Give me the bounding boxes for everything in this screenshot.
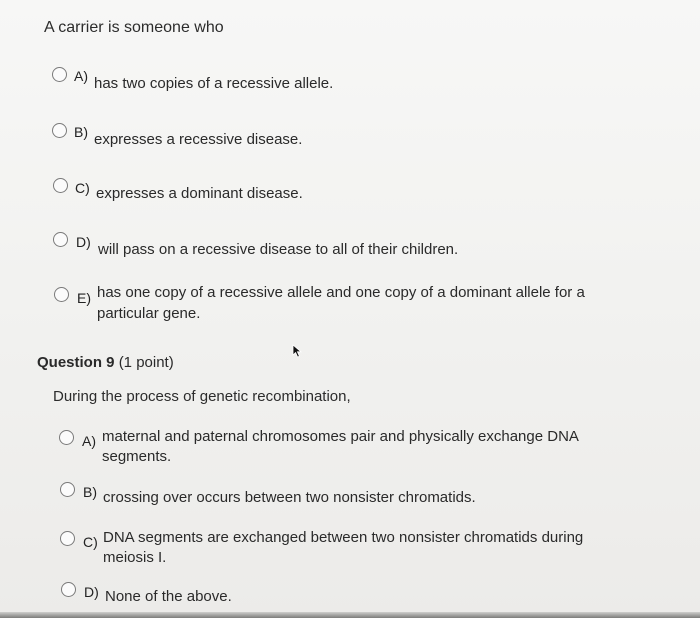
q8-option-e-letter: E) [77,290,91,306]
question-9-points: (1 point) [118,354,174,371]
q8-option-d-radio[interactable] [53,232,68,247]
question-9-stem: During the process of genetic recombination, [53,388,351,405]
question-8-stem: A carrier is someone who [44,19,224,36]
q8-option-b-radio[interactable] [52,123,67,138]
q9-option-c-text-line2[interactable]: meiosis I. [103,549,167,566]
q9-option-a-text-line1[interactable]: maternal and paternal chromosomes pair and physically exchange DNA [102,428,579,445]
q8-option-b-letter: B) [74,124,88,140]
q8-option-a-text[interactable]: has two copies of a recessive allele. [94,75,334,92]
q8-option-c-letter: C) [75,180,90,196]
q9-option-b-text[interactable]: crossing over occurs between two nonsister chromatids. [103,489,476,506]
q9-option-c-letter: C) [83,534,98,550]
question-9-heading [37,354,174,371]
q8-option-d-letter: D) [76,234,91,250]
q9-option-c-text-line1[interactable]: DNA segments are exchanged between two nonsister chromatids during [103,529,584,546]
q9-option-d-text[interactable]: None of the above. [105,588,232,605]
question-9-title: Question 9 [37,354,115,371]
q8-option-a-letter: A) [74,68,88,84]
q8-option-e-text-line2[interactable]: particular gene. [97,305,201,322]
mouse-cursor-icon [292,344,304,358]
q9-option-d-letter: D) [84,584,99,600]
q8-option-a-radio[interactable] [52,67,67,82]
q8-option-d-text[interactable]: will pass on a recessive disease to all of their children. [98,241,459,258]
q9-option-a-letter: A) [82,433,96,449]
q9-option-a-radio[interactable] [59,430,74,445]
q8-option-e-text-line1[interactable]: has one copy of a recessive allele and one copy of a dominant allele for a [97,284,585,301]
q9-option-c-radio[interactable] [60,531,75,546]
q8-option-b-text[interactable]: expresses a recessive disease. [94,131,303,148]
q9-option-d-radio[interactable] [61,582,76,597]
q8-option-c-text[interactable]: expresses a dominant disease. [96,185,303,202]
q8-option-e-radio[interactable] [54,287,69,302]
screen-bottom-edge [0,612,700,618]
q9-option-b-radio[interactable] [60,482,75,497]
q8-option-c-radio[interactable] [53,178,68,193]
q9-option-a-text-line2[interactable]: segments. [102,448,172,465]
q9-option-b-letter: B) [83,484,97,500]
